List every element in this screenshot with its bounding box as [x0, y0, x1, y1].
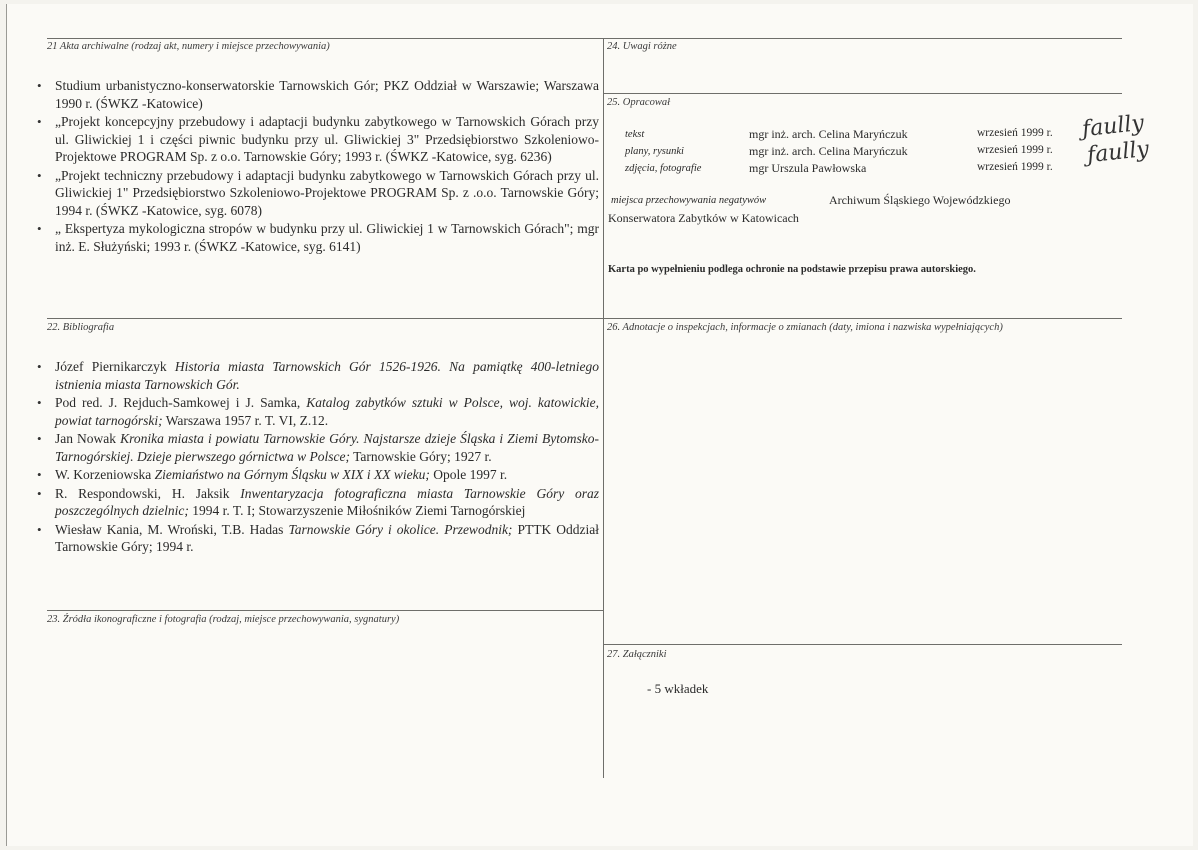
rule-26-27: [603, 644, 1122, 645]
attachments-item: - 5 wkładek: [647, 681, 709, 696]
sec25-title: 25. Opracował: [607, 97, 670, 108]
author-date: wrzesień 1999 r.: [977, 161, 1053, 173]
author-role: plany, rysunki: [625, 146, 684, 157]
sec21-list: [35, 77, 599, 256]
signature-1: ƒaully: [1080, 110, 1146, 143]
bibliography-post: 1994 r. T. I; Stowarzyszenie Miłośników Ziemi Tarnogórskiej: [188, 503, 526, 518]
bibliography-item: [35, 521, 599, 556]
bibliography-post: Opole 1997 r.: [429, 467, 508, 482]
bibliography-pre: Wiesław Kania, M. Wroński, T.B. Hadas: [55, 521, 289, 537]
bibliography-item: [35, 485, 599, 520]
negatives-value-2: Konserwatora Zabytków w Katowicach: [608, 211, 799, 225]
top-rule: [47, 38, 1122, 39]
author-date: wrzesień 1999 r.: [977, 144, 1053, 156]
document-page: [6, 4, 1193, 846]
bibliography-ital: Inwentaryzacja fotograficzna miasta Tarnowskie Góry oraz poszczególnych dzielnic;: [55, 485, 599, 518]
bibliography-ital: Katalog zabytków sztuki w Polsce, woj. katowickie, powiat tarnogórski;: [55, 395, 599, 428]
copyright-note: Karta po wypełnieniu podlega ochronie na podstawie przepisu prawa autorskiego.: [608, 264, 976, 275]
bibliography-item: [35, 358, 599, 393]
bibliography-post: Warszawa 1957 r. T. VI, Z.12.: [162, 412, 329, 428]
sec21-item: • „ Ekspertyza mykologiczna stropów w budynku przy ul. Gliwickiej 1 w Tarnowskich Górach"; mgr inż. E. Służyński; 1993 r. (ŚWKZ -Katowice, syg. 6141): [35, 220, 599, 255]
negatives-label: miejsca przechowywania negatywów: [611, 195, 767, 206]
bibliography-item: [35, 430, 599, 465]
bibliography-ital: Tarnowskie Góry i okolice. Przewodnik;: [288, 521, 513, 537]
bibliography-pre: Józef Piernikarczyk: [55, 359, 175, 374]
sec21-title: 21 Akta archiwalne (rodzaj akt, numery i miejsce przechowywania): [47, 41, 330, 52]
bibliography-pre: R. Respondowski, H. Jaksik: [55, 485, 241, 501]
rule-22-23: [47, 610, 603, 611]
rule-24-25: [603, 93, 1122, 94]
author-role: tekst: [625, 129, 645, 140]
signature-2: ƒaully: [1085, 136, 1151, 169]
sec22-title: 22. Bibliografia: [47, 322, 115, 333]
sec23-title: 23. Źródła ikonograficzne i fotografia (rodzaj, miejsce przechowywania, sygnatury): [47, 614, 400, 625]
negatives-value-1: Archiwum Śląskiego Wojewódzkiego: [829, 193, 1011, 207]
sec22-list: [35, 358, 599, 557]
author-role: zdjęcia, fotografie: [625, 163, 702, 174]
author-name: mgr inż. arch. Celina Maryńczuk: [749, 144, 908, 158]
bibliography-ital: Historia miasta Tarnowskich Gór 1526-1926. Na pamiątkę 400-letniego istnienia miasta Tarnowskich Gór.: [55, 359, 600, 392]
sec21-item: • „Projekt koncepcyjny przebudowy i adaptacji budynku zabytkowego w Tarnowskich Górach przy ul. Gliwickiej 1 i części piwnic budynku przy ul. Gliwickiej 3" Przedsiębiorstwo Szkoleniowo-Projektowe PROGRAM Sp. z o.o. Tarnowskie Góry; 1993 r. (ŚWKZ -Katowice, syg. 6236): [35, 113, 599, 166]
bibliography-pre: Pod red. J. Rejduch-Samkowej i J. Samka,: [55, 395, 307, 410]
bibliography-post: Tarnowskie Góry; 1927 r.: [350, 448, 492, 464]
bibliography-post: PTTK Oddział Tarnowskie Góry; 1994 r.: [55, 521, 599, 554]
author-name: mgr inż. arch. Celina Maryńczuk: [749, 127, 908, 141]
sec24-title: 24. Uwagi różne: [607, 41, 677, 52]
author-name: mgr Urszula Pawłowska: [749, 161, 867, 175]
bibliography-pre: W. Korzeniowska: [55, 467, 155, 482]
author-date: wrzesień 1999 r.: [977, 127, 1053, 139]
bibliography-pre: Jan Nowak: [55, 431, 121, 446]
bibliography-ital: Kronika miasta i powiatu Tarnowskie Góry. Najstarsze dzieje Śląska i Ziemi Bytomsko-Tarnogórskiej. Dzieje pierwszego górnictwa w Polsce;: [55, 431, 599, 464]
column-divider: [603, 38, 604, 778]
bibliography-item: [35, 394, 599, 429]
sec21-item: • „Projekt techniczny przebudowy i adaptacji budynku zabytkowego w Tarnowskich Górach przy ul. Gliwickiej 1" Przedsiębiorstwo Szkoleniowo-Projektowe PROGRAM Sp. z .o.o. Tarnowskie Góry; 1994 r. (ŚWKZ -Katowice, syg. 6078): [35, 167, 599, 220]
sec26-title: 26. Adnotacje o inspekcjach, informacje o zmianach (daty, imiona i nazwiska wypełniających): [607, 322, 1003, 333]
bibliography-item: [35, 466, 599, 484]
bibliography-ital: Ziemiaństwo na Górnym Śląsku w XIX i XX wieku;: [154, 467, 430, 482]
sec27-title: 27. Załączniki: [607, 649, 667, 660]
rule-21-22: [47, 318, 1122, 319]
sec21-item: • Studium urbanistyczno-konserwatorskie Tarnowskich Gór; PKZ Oddział w Warszawie; Warszawa 1990 r. (ŚWKZ -Katowice): [35, 77, 599, 112]
